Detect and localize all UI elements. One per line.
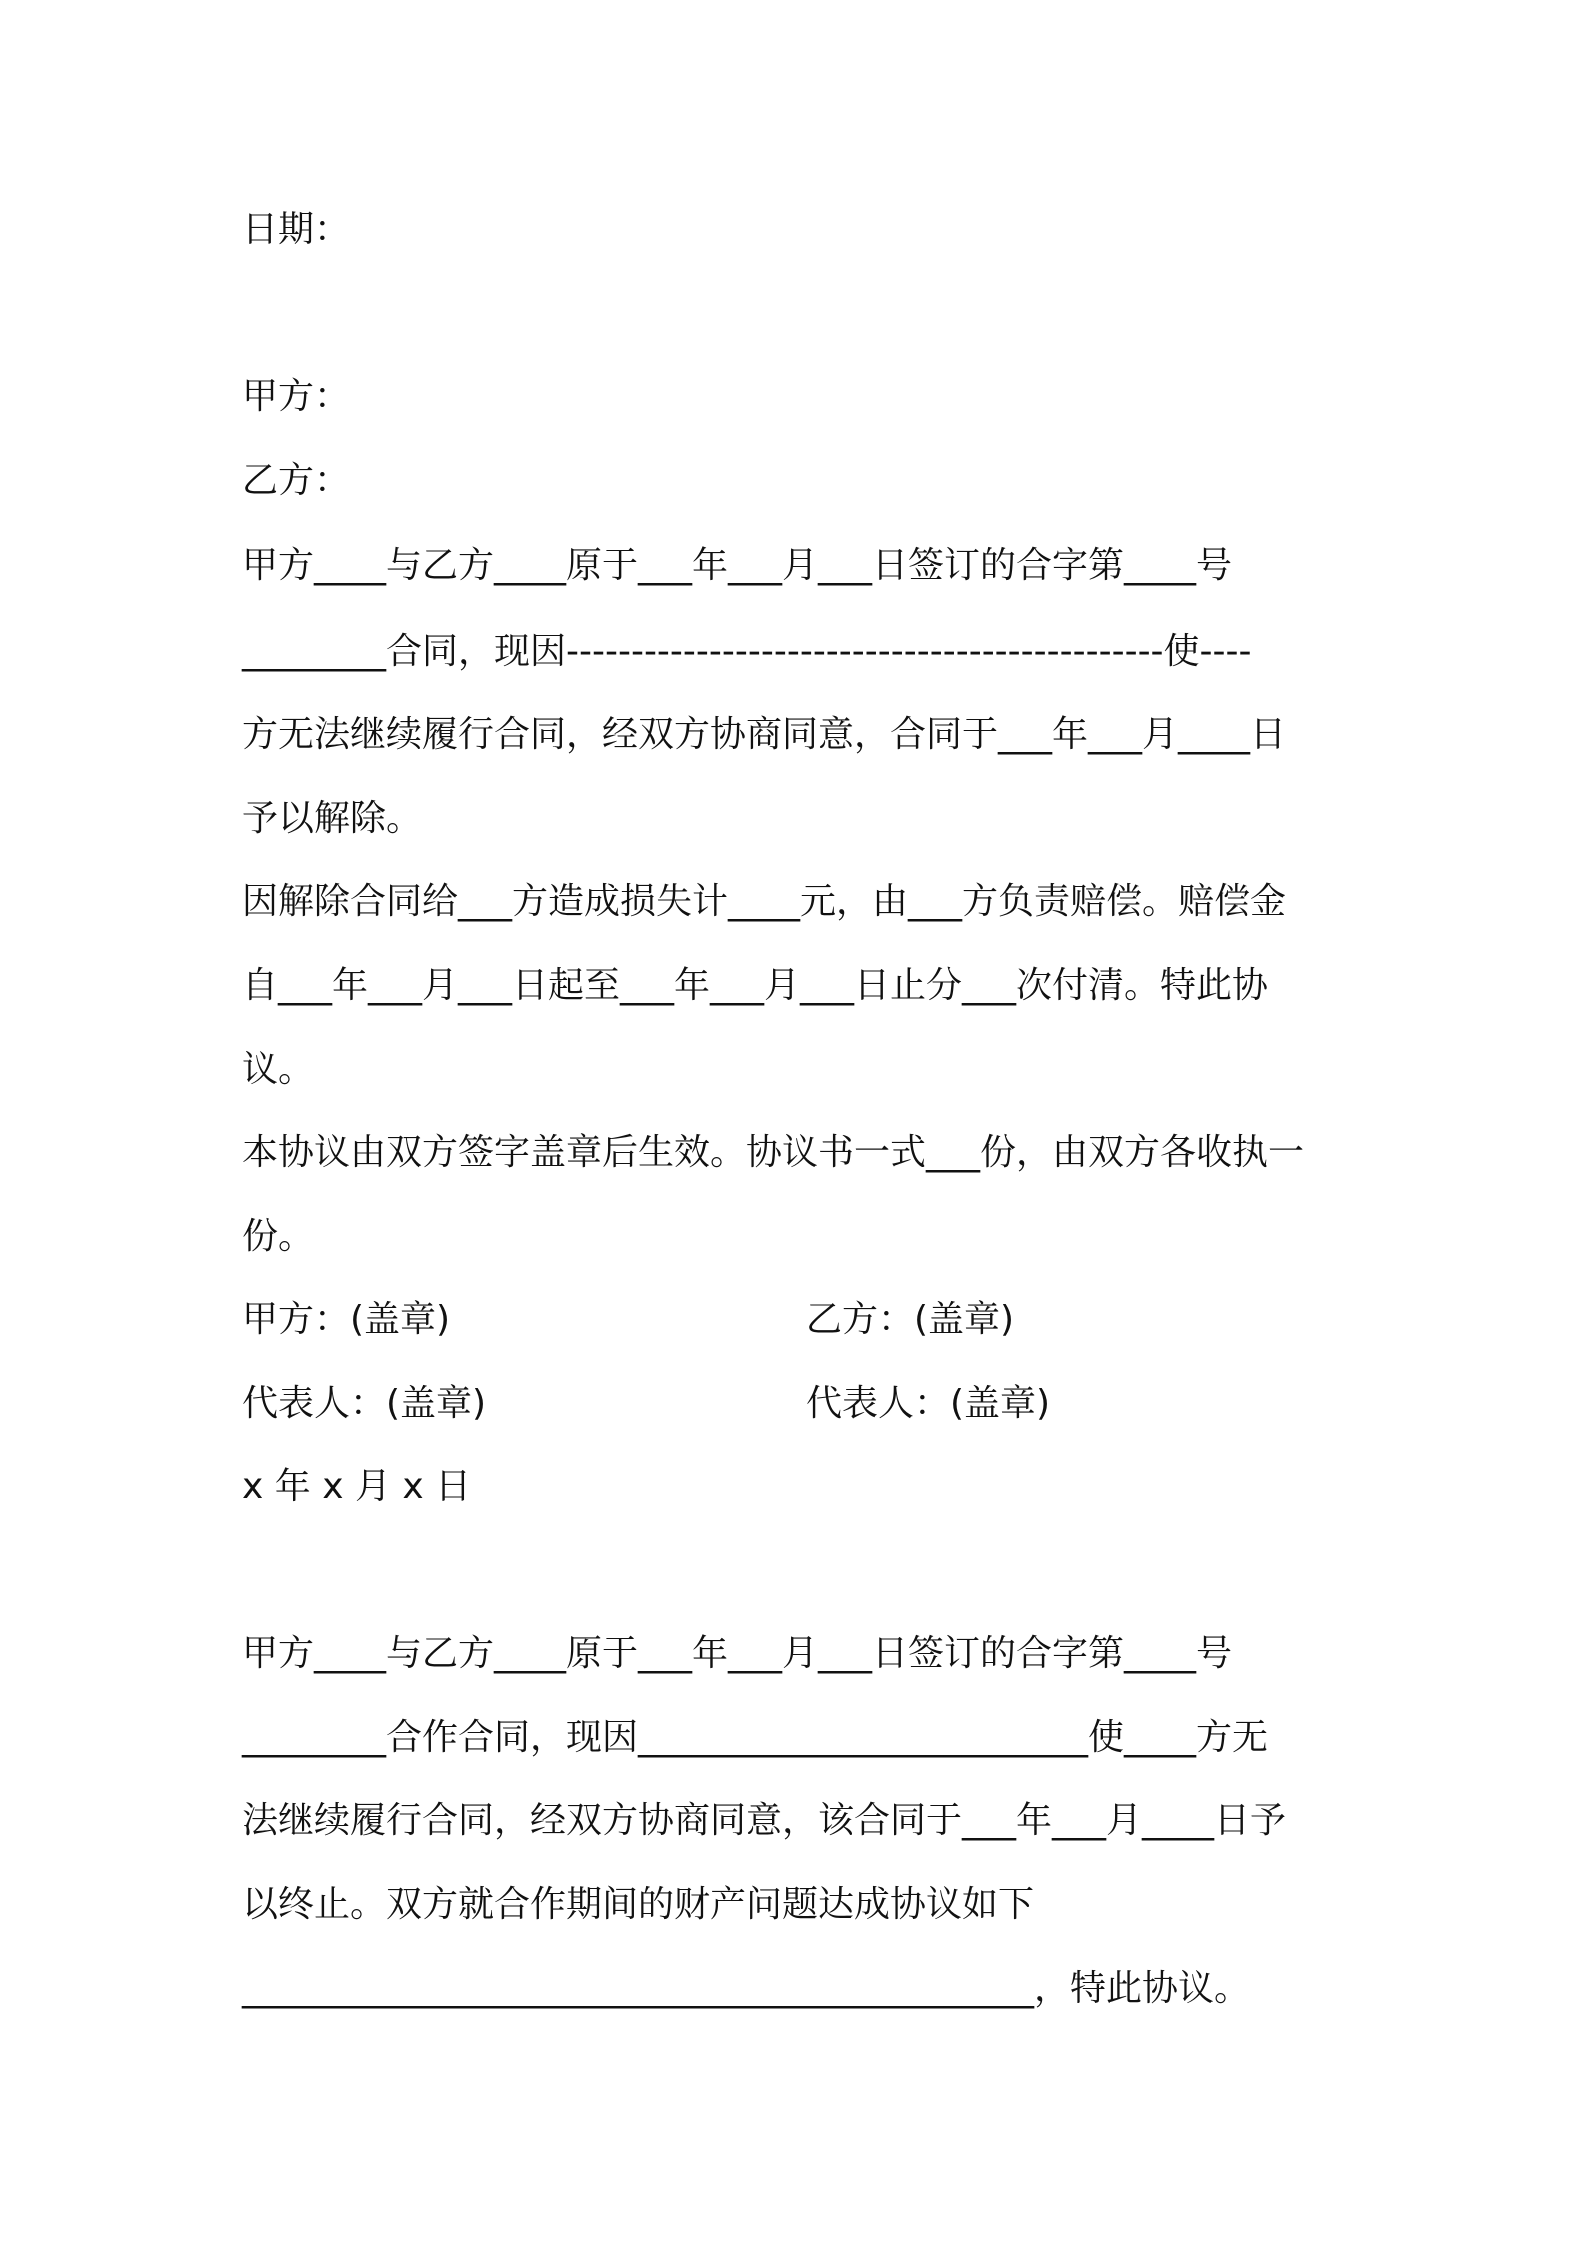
signature-party-b: 乙方：(盖章) — [806, 1299, 1015, 1340]
agreement2-line-1: 甲方____与乙方____原于___年___月___日签订的合字第____号 — [242, 1633, 1233, 1674]
agreement2-line-3: 法继续履行合同，经双方协商同意，该合同于___年___月____日予 — [242, 1800, 1287, 1841]
agreement1-line-2: ________合同，现因----------------------------------------------使---- — [242, 631, 1252, 672]
agreement2-line-5: ____________________________________________，特此协议。 — [242, 1968, 1251, 2009]
agreement1-line-7: 议。 — [242, 1049, 315, 1090]
agreement1-line-8: 本协议由双方签字盖章后生效。协议书一式___份，由双方各收执一 — [242, 1132, 1305, 1173]
agreement1-date: x 年 x 月 x 日 — [242, 1466, 472, 1507]
agreement1-line-9: 份。 — [242, 1216, 315, 1257]
signature-party-a: 甲方：(盖章) — [242, 1299, 451, 1340]
party-b-label: 乙方： — [242, 460, 351, 501]
agreement1-line-5: 因解除合同给___方造成损失计____元，由___方负责赔偿。赔偿金 — [242, 881, 1287, 922]
signature-rep-a: 代表人：(盖章) — [242, 1383, 487, 1424]
signature-rep-b: 代表人：(盖章) — [806, 1383, 1051, 1424]
party-a-label: 甲方： — [242, 376, 351, 417]
agreement1-line-4: 予以解除。 — [242, 798, 423, 839]
agreement1-line-1: 甲方____与乙方____原于___年___月___日签订的合字第____号 — [242, 545, 1233, 586]
agreement2-line-2: ________合作合同，现因_________________________使____方无 — [242, 1717, 1269, 1758]
date-label: 日期： — [242, 209, 351, 250]
agreement2-line-4: 以终止。双方就合作期间的财产问题达成协议如下 — [242, 1884, 1035, 1925]
agreement1-line-6: 自___年___月___日起至___年___月___日止分___次付清。特此协 — [242, 965, 1269, 1006]
agreement1-line-3: 方无法继续履行合同，经双方协商同意，合同于___年___月____日 — [242, 714, 1287, 755]
